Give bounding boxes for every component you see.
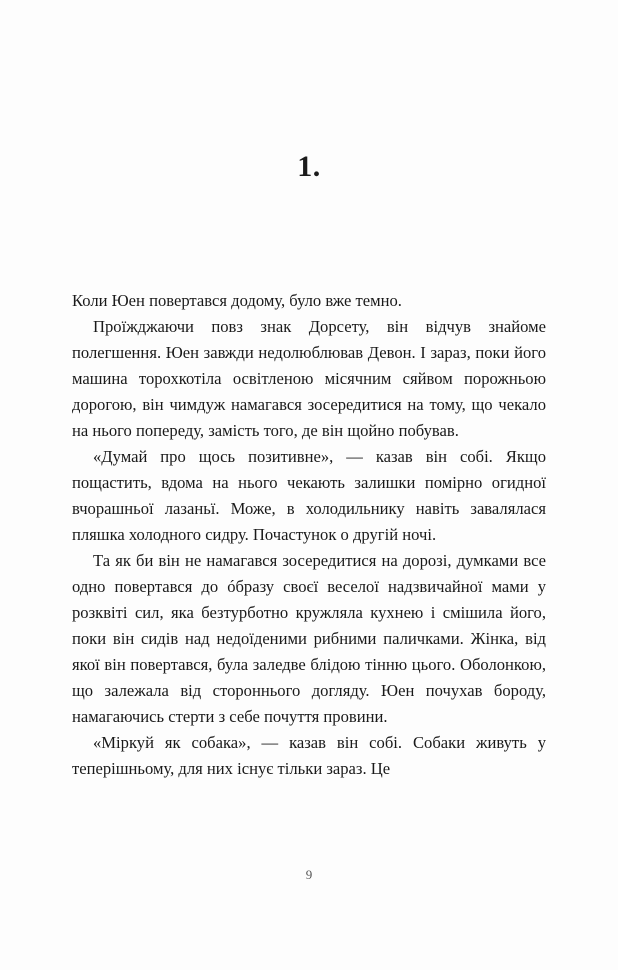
paragraph: Та як би він не намагався зосередитися на дорозі, думками все одно повертався до óбразу своєї веселої надзвичайної мами у розквіті сил, яка безтурботно кружляла кухнею і смішила його, поки він сидів над недоїденими рибними паличками. Жінка, від якої він повертався, була заледве блідою тінню цього. Оболонкою, що залежала від стороннього догляду. Юен почухав бороду, намагаючись стерти з себе почуття провини. <box>72 551 546 726</box>
paragraph: Проїжджаючи повз знак Дорсету, він відчув знайоме полегшення. Юен завжди недолюблював Девон. І зараз, поки його машина торохкотіла освітленою місячним сяйвом порожньою дорогою, він чимдуж намагався зосередитися на тому, що чекало на нього попереду, замість того, де він щойно побував. <box>72 317 546 440</box>
body-text-block <box>72 288 546 782</box>
paragraph: «Міркуй як собака», — казав він собі. Собаки живуть у теперішньому, для них існує тільки зараз. Це <box>72 733 546 778</box>
page-number: 9 <box>305 867 313 882</box>
paragraph: «Думай про щось позитивне», — казав він собі. Якщо пощастить, вдома на нього чекають залишки помірно огидної вчорашньої лазаньї. Може, в холодильнику навіть завалялася пляшка холодного сидру. Почастунок о другій ночі. <box>72 447 546 544</box>
paragraph: Коли Юен повертався додому, було вже темно. <box>72 291 402 310</box>
chapter-number-heading: 1. <box>297 150 321 183</box>
